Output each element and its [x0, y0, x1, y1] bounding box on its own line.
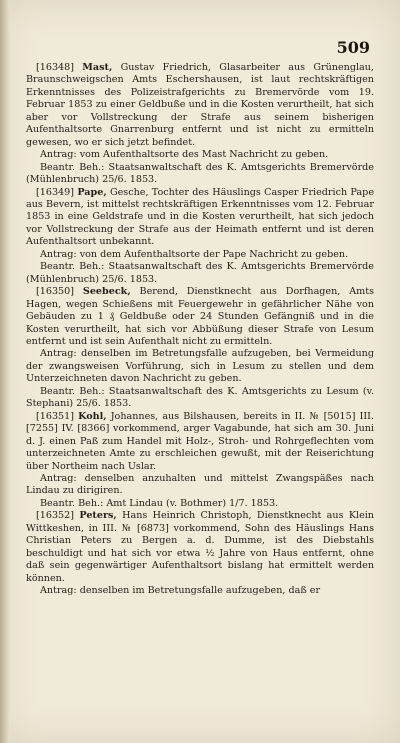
entry-name: Pape, — [77, 186, 107, 198]
entry-request: Antrag: vom Aufenthaltsorte des Mast Nachricht zu geben. — [40, 149, 329, 161]
entry-name: Peters, — [79, 510, 117, 522]
entry-16348 — [26, 62, 374, 187]
entry-number: [16349] — [36, 186, 75, 198]
entry-request: Antrag: denselben anzuhalten und mittelst Zwangspäßes nach Lindau zu dirigiren. — [26, 472, 374, 497]
book-spine — [0, 0, 10, 743]
entry-request: Antrag: von dem Aufenthaltsorte der Pape Nachricht zu geben. — [40, 248, 349, 260]
entry-number: [16350] — [36, 286, 75, 298]
entry-authority: Beantr. Beh.: Staatsanwaltschaft des K. Amtsgerichts Bremervörde (Mühlenbruch) 25/6. 1853. — [26, 261, 374, 285]
entry-body: Gesche, Tochter des Häuslings Casper Friedrich Pape aus Bevern, ist mittelst rechtskräftigen Erkenntnisses vom 12. Februar 1853 in eine Geldstrafe und in die Kosten verurtheilt, hat sich jedoch vor Vollstreckung der Strafe aus der Heimath entfernt und ist deren Aufenthaltsort unbekannt. — [26, 186, 374, 248]
entry-number: [16351] — [36, 410, 75, 422]
entry-body: Hans Heinrich Christoph, Dienstknecht aus Klein Wittkeshen, in III. № [6873] vorkommend, Sohn des Häuslings Hans Christian Peters zu Bergen a. d. Dumme, ist des Diebstahls beschuldigt und hat sich vor etwa ½ Jahre von Haus entfernt, ohne daß sein gegenwärtiger Aufenthaltsort bislang hat ermittelt werden können. — [26, 510, 374, 584]
entry-request: Antrag: denselben im Betretungsfalle aufzugeben, daß er — [40, 585, 321, 597]
entry-authority: Beantr. Beh.: Amt Lindau (v. Bothmer) 1/7. 1853. — [40, 497, 279, 509]
entry-name: Seebeck, — [82, 286, 131, 298]
page-number: 509 — [336, 38, 370, 57]
entry-16351 — [26, 411, 374, 511]
entry-number: [16352] — [36, 510, 75, 522]
entry-body: Johannes, aus Bilshausen, bereits in II. № [5015] III. [7255] IV. [8366] vorkommend, arger Vagabunde, hat sich am 30. Juni d. J. einen Paß zum Handel mit Holz-, Stroh- und Rohrgeflechten vom unterzeichneten Amte zu erschleichen gewußt, mit der Reiserichtung über Northeim nach Uslar. — [26, 410, 374, 472]
page-text — [26, 62, 374, 597]
entry-authority: Beantr. Beh.: Staatsanwaltschaft des K. Amtsgerichts Bremervörde (Mühlenbruch) 25/6. 1853. — [26, 161, 374, 186]
entry-request: Antrag: denselben im Betretungsfalle aufzugeben, bei Vermeidung der zwangsweisen Vorführung, sich in Lesum zu stellen und dem Unterzeichneten davon Nachricht zu geben. — [26, 348, 374, 385]
entry-body: Berend, Dienstknecht aus Dorfhagen, Amts Hagen, wegen Schießens mit Feuergewehr in gefährlicher Nähe von Gebäuden zu 1 ₰ Geldbuße oder 24 Stunden Gefängniß und in die Kosten verurtheilt, hat sich vor Abbüßung dieser Strafe von Lesum entfernt und ist sein Aufenthalt nicht zu ermitteln. — [26, 286, 374, 347]
entry-16349 — [26, 187, 374, 287]
entry-name: Mast, — [82, 62, 113, 73]
entry-number: [16348] — [36, 62, 75, 73]
entry-authority: Beantr. Beh.: Staatsanwaltschaft des K. Amtsgerichts zu Lesum (v. Stephani) 25/6. 1853. — [26, 385, 374, 410]
entry-16352 — [26, 510, 374, 597]
entry-16350 — [26, 286, 374, 411]
entry-name: Kohl, — [78, 410, 107, 422]
entry-body: Gustav Friedrich, Glasarbeiter aus Grünenglau, Braunschweigschen Amts Eschershausen, ist laut rechtskräftigen Erkenntnisses des Polizeistrafgerichts zu Bremervörde vom 19. Februar 1853 zu einer Geldbuße und in die Kosten verurtheilt, hat sich aber vor Vollstreckung der Strafe aus seinem bisherigen Aufenthaltsorte Gnarrenburg entfernt und ist nicht zu ermitteln gewesen, wo er sich jetzt befindet. — [26, 62, 374, 148]
